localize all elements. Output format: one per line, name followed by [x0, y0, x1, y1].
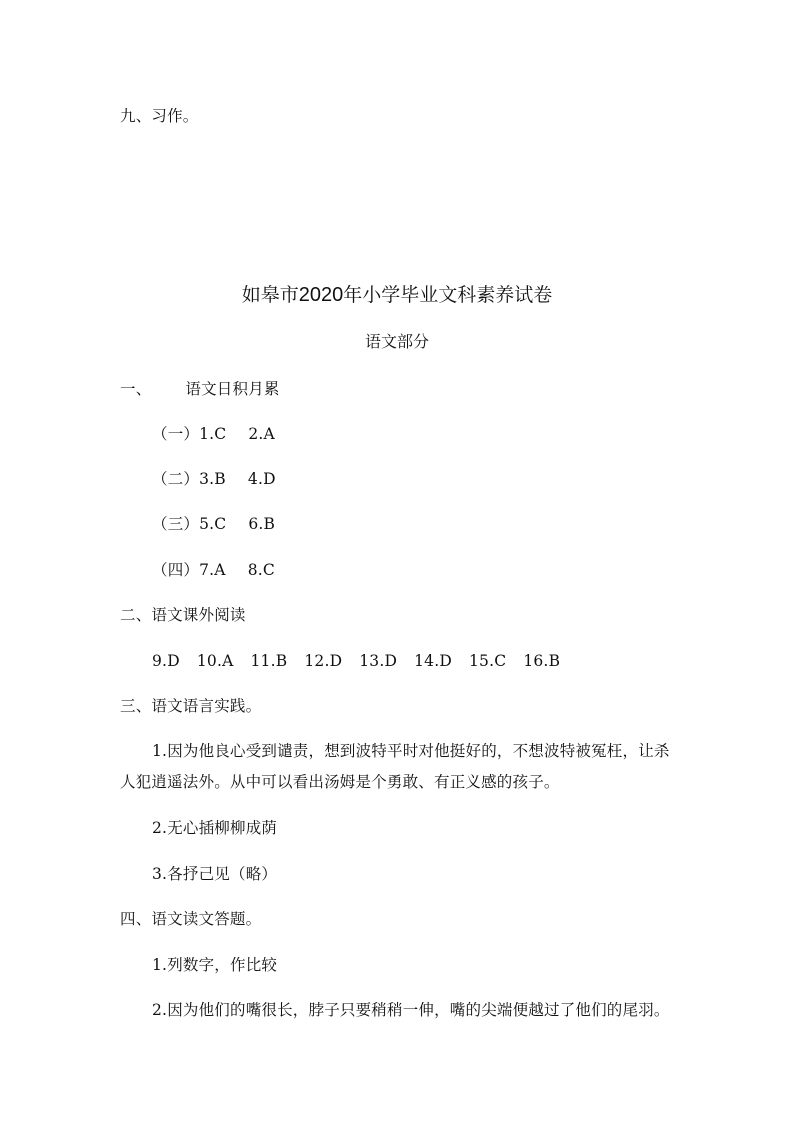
answer: 4.D — [247, 470, 276, 488]
section-three-item-2: 2.无心插柳柳成荫 — [152, 819, 278, 837]
section-four-heading: 四、语文读文答题。 — [120, 910, 262, 928]
section-two-heading: 二、语文课外阅读 — [120, 606, 246, 624]
group-label: （二） — [152, 470, 200, 488]
group-label: （四） — [152, 561, 200, 579]
section-one-title: 语文日积月累 — [185, 380, 280, 398]
answer: 10.A — [196, 652, 234, 670]
section-three-heading: 三、语文语言实践。 — [120, 697, 262, 715]
title-suffix: 年小学毕业文科素养试卷 — [343, 284, 553, 306]
document-title — [0, 283, 794, 307]
answer: 14.D — [414, 652, 452, 670]
document-subtitle: 语文部分 — [364, 332, 429, 351]
answer: 13.D — [359, 652, 398, 670]
answer: 8.C — [247, 561, 275, 579]
answer: 2.A — [248, 425, 275, 443]
section-one-group-4 — [152, 560, 275, 580]
section-four-item-1: 1.列数字，作比较 — [152, 956, 278, 974]
answer: 11.B — [250, 652, 288, 670]
section-one-group-1 — [152, 424, 275, 444]
title-year: 2020 — [298, 284, 344, 306]
section-two-answers — [152, 651, 560, 671]
group-label: （一） — [152, 425, 200, 443]
section-nine-heading: 九、习作。 — [120, 107, 199, 125]
section-one-group-2 — [152, 469, 276, 489]
title-prefix: 如皋市 — [241, 284, 299, 306]
answer: 3.B — [199, 470, 226, 488]
section-four-item-2: 2.因为他们的嘴很长，脖子只要稍稍一伸，嘴的尖端便越过了他们的尾羽。 — [152, 1001, 670, 1019]
answer: 6.B — [248, 515, 276, 533]
answer: 1.C — [199, 425, 227, 443]
answer: 16.B — [523, 652, 561, 670]
answer: 7.A — [199, 561, 226, 579]
section-one-heading — [120, 379, 280, 399]
section-three-item-1-line-1: 1.因为他良心受到谴责，想到波特平时对他挺好的，不想波特被冤枉，让杀 — [152, 742, 670, 760]
section-three-item-1-line-2: 人犯逍遥法外。从中可以看出汤姆是个勇敢、有正义感的孩子。 — [120, 773, 560, 791]
section-three-item-3: 3.各抒己见（略） — [152, 865, 278, 883]
answer: 9.D — [152, 652, 180, 670]
section-one-group-3 — [152, 514, 275, 534]
answer: 15.C — [469, 652, 507, 670]
answer: 12.D — [304, 652, 343, 670]
answer: 5.C — [199, 515, 227, 533]
group-label: （三） — [152, 515, 200, 533]
section-one-number: 一、 — [120, 380, 152, 398]
